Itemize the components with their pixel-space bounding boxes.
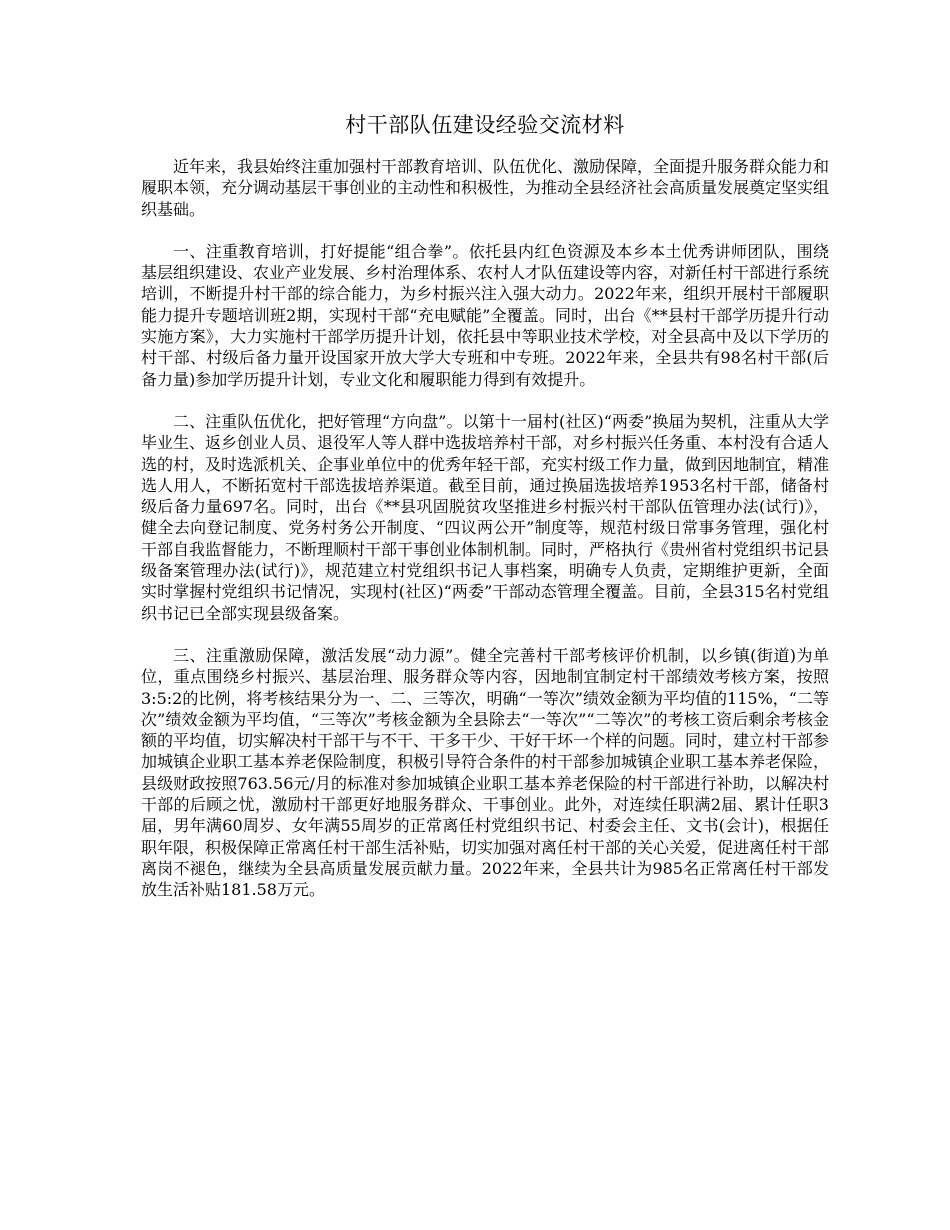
section-2-paragraph — [141, 411, 829, 624]
intro-paragraph: 近年来，我县始终注重加强村干部教育培训、队伍优化、激励保障，全面提升服务群众能力和履职本领，充分调动基层干事创业的主动性和积极性，为推动全县经济社会高质量发展奠定坚实组织基础。 — [141, 157, 830, 219]
section-1-heading: 一、注重教育培训，打好提能“组合拳”。 — [173, 241, 469, 261]
section-2-body: 以第十一届村(社区)“两委”换届为契机，注重从大学毕业生、返乡创业人员、退役军人等人群中选拔培养村干部，对乡村振兴任务重、本村没有合适人选的村，及时选派机关、企事业单位中的优秀年轻干部，充实村级工作力量，做到因地制宜，精准选人用人，不断拓宽村干部选拔培养渠道。截至目前，通过换届选拔培养1953名村干部，储备村级后备力量697名。同时，出台《**县巩固脱贫攻坚推进乡村振兴村干部队伍管理办法(试行)》，健全去向登记制度、党务村务公开制度、“四议两公开”制度等，规范村级日常事务管理，强化村干部自我监督能力，不断理顺村干部干事创业体制机制。同时，严格执行《贵州省村党组织书记县级备案管理办法(试行)》，规范建立村党组织书记人事档案，明确专人负责，定期维护更新，全面实时掌握村党组织书记情况，实现村(社区)“两委”干部动态管理全覆盖。目前，全县315名村党组织书记已全部实现县级备案。 — [141, 411, 830, 623]
section-3-heading: 三、注重激励保障，激活发展“动力源”。 — [173, 645, 471, 665]
document-title: 村干部队伍建设经验交流材料 — [345, 113, 625, 137]
section-3-body: 健全完善村干部考核评价机制，以乡镇(街道)为单位，重点围绕乡村振兴、基层治理、服务群众等内容，因地制宜制定村干部绩效考核方案，按照3:5:2的比例，将考核结果分为一、二、三等次，明确“一等次”绩效金额为平均值的115%，“二等次”绩效金额为平均值，“三等次”考核金额为全县除去“一等次”“二等次”的考核工资后剩余考核金额的平均值，切实解决村干部干与不干、干多干少、干好干坏一个样的问题。同时，建立村干部参加城镇企业职工基本养老保险制度，积极引导符合条件的村干部参加城镇企业职工基本养老保险，县级财政按照763.56元/月的标准对参加城镇企业职工基本养老保险的村干部进行补助，以解决村干部的后顾之忧，激励村干部更好地服务群众、干事创业。此外，对连续任职满2届、累计任职3届，男年满60周岁、女年满55周岁的正常离任村党组织书记、村委会主任、文书(会计)，根据任职年限，积极保障正常离任村干部生活补贴，切实加强对离任村干部的关心关爱，促进离任村干部离岗不褪色，继续为全县高质量发展贡献力量。2022年来，全县共计为985名正常离任村干部发放生活补贴181.58万元。 — [141, 645, 830, 900]
section-2-heading: 二、注重队伍优化，把好管理“方向盘”。 — [173, 411, 463, 431]
section-1-body: 依托县内红色资源及本乡本土优秀讲师团队，围绕基层组织建设、农业产业发展、乡村治理体系、农村人才队伍建设等内容，对新任村干部进行系统培训，不断提升村干部的综合能力，为乡村振兴注入强大动力。2022年来，组织开展村干部履职能力提升专题培训班2期，实现村干部“充电赋能”全覆盖。同时，出台《**县村干部学历提升行动实施方案》，大力实施村干部学历提升计划，依托县中等职业技术学校，对全县高中及以下学历的村干部、村级后备力量开设国家开放大学大专班和中专班。2022年来，全县共有98名村干部(后备力量)参加学历提升计划，专业文化和履职能力得到有效提升。 — [141, 241, 830, 389]
document-body — [141, 110, 829, 922]
section-1-paragraph — [141, 241, 829, 390]
section-3-paragraph — [141, 645, 829, 901]
